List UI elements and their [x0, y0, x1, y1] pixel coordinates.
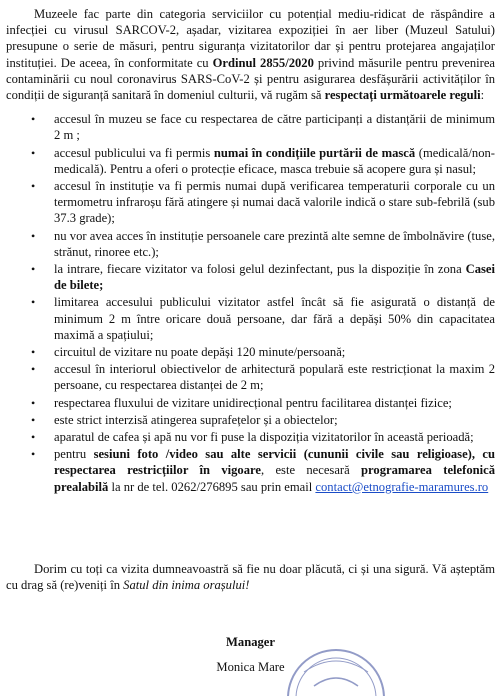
- list-item: • respectarea fluxului de vizitare unidirecțional pentru facilitarea distanței fizice;: [31, 395, 452, 410]
- bullet-icon: •: [31, 262, 36, 277]
- list-item: • nu vor avea acces în instituție persoanele care prezintă alte semne de îmbolnăvire (tuse, strănut, rinoree etc.);: [31, 228, 495, 259]
- list-item: • accesul în interiorul obiectivelor de arhitectură populară este restricționat la maxim 2 persoane, cu respectarea distanței de 2 m;: [31, 362, 495, 393]
- bullet-icon: •: [31, 362, 36, 377]
- bullet-icon: •: [31, 228, 36, 243]
- list-item: • este strict interzisă atingerea suprafețelor și a obiectelor;: [31, 412, 338, 427]
- bullet-icon: •: [31, 395, 36, 410]
- list-item: • pentru sesiuni foto /video sau alte servicii (cununii civile sau religioase), cu respectarea restricțiilor în vigoare, este necesară programarea telefonică prealabilă la nr de tel. 0262/276895 sau prin email contact@etnografie-maramures.ro: [31, 447, 496, 494]
- bullet-icon: •: [31, 295, 36, 310]
- list-item: • la intrare, fiecare vizitator va folosi gelul dezinfectant, pus la dispoziție în zona Casei de bilete;: [31, 262, 495, 293]
- intro-paragraph: [6, 6, 495, 103]
- list-item: • accesul în instituție va fi permis numai după verificarea temperaturii corporale cu un termometru infraroșu fără atingere și numai dacă valorile indică o stare sub-febrilă (sub 37.3 grade);: [31, 179, 495, 226]
- list-item: • aparatul de cafea și apă nu vor fi puse la dispoziția vizitatorilor în această perioadă;: [31, 430, 474, 445]
- bullet-icon: •: [31, 345, 36, 360]
- bullet-icon: •: [31, 179, 36, 194]
- bullet-icon: •: [31, 447, 36, 462]
- list-item: • circuitul de vizitare nu poate depăși 120 minute/persoană;: [31, 345, 346, 360]
- signature-title: Manager: [226, 635, 275, 649]
- closing-paragraph: Dorim cu toți ca vizita dumneavoastră să fie nu doar plăcută, ci și una sigură. Vă așteptăm cu drag să (re)veniți în Satul din inima orașului!: [6, 562, 495, 593]
- list-item: • accesul publicului va fi permis numai în condițiile purtării de mască (medicală/non-medicală). Pentru a oferi o protecție eficace, masca trebuie să acopere gura și nasul;: [31, 145, 495, 176]
- email-link[interactable]: contact@etnografie-maramures.ro: [315, 479, 489, 494]
- rules-emphasis: respectați următoarele reguli: [324, 88, 481, 103]
- closing-italic: Satul din inima orașului!: [123, 578, 250, 593]
- order-reference: Ordinul 2855/2020: [212, 55, 314, 70]
- bullet-icon: •: [31, 430, 36, 445]
- bullet-icon: •: [31, 112, 36, 127]
- bullet-icon: •: [31, 412, 36, 427]
- document-body: [6, 6, 496, 674]
- seal-stamp-icon: [274, 636, 394, 696]
- intro-text-3: :: [480, 88, 485, 103]
- intro-text-2: privind măsurile pentru prevenirea contaminării cu noul coronavirus SARS-CoV-2 și pentru asigurarea desfășurării activităților în condiții de siguranță sanitară în domeniul culturii, vă rugăm să: [6, 55, 496, 103]
- signature-name: Monica Mare: [216, 660, 285, 674]
- list-item: • accesul în muzeu se face cu respectarea de către participanți a distanțării de minimum 2 m ;: [31, 112, 495, 143]
- bullet-icon: •: [31, 145, 36, 160]
- intro-text-1: Muzeele fac parte din categoria serviciilor cu potențial mediu-ridicat de răspândire a infecției cu virusul SARCOV-2, așadar, vizitarea expoziției în aer liber (Muzeul Satului) presupune o serie de măsuri, pentru siguranța vizitatorilor dar și pentru protejarea angajaților instituției. De aceea, în conformitate cu: [6, 7, 495, 70]
- list-item: • limitarea accesului publicului vizitator astfel încât să fie asigurată o distanță de minimum 2 m între oricare două persoane, dar fără a depăși 50% din capacitatea maximă a spațiului;: [31, 295, 495, 342]
- rules-list: [6, 111, 495, 495]
